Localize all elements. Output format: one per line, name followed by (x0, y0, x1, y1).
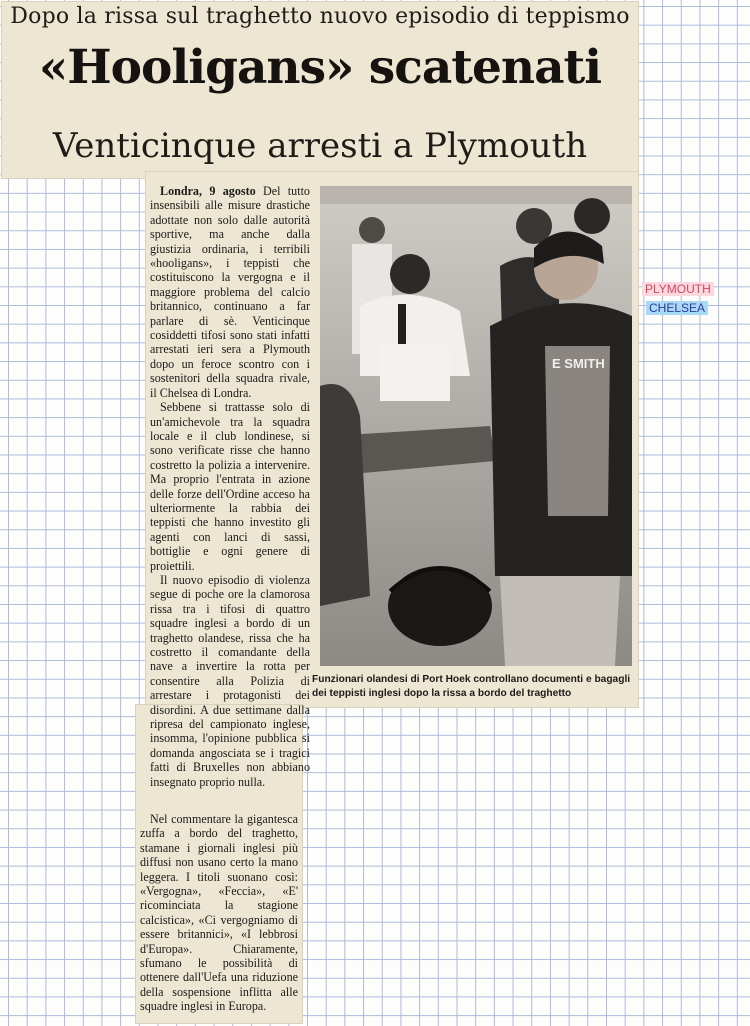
handwritten-tag-chelsea: CHELSEA (646, 301, 708, 315)
photo-caption: Funzionari olandesi di Port Hoek controllano documenti e bagagli dei teppisti inglesi dopo la rissa a bordo del traghetto (312, 674, 631, 699)
dateline: Londra, 9 agosto (160, 184, 256, 198)
shirt-print: E SMITH (552, 356, 605, 371)
kicker: Dopo la rissa sul traghetto nuovo episodio di teppismo (10, 4, 630, 29)
headline: «Hooligans» scatenati (38, 40, 602, 95)
article-paragraph-3: Il nuovo episodio di violenza segue di poche ore la clamorosa rissa tra i tifosi di quattro squadre inglesi a bordo di un traghetto olandese, rissa che ha costretto il comandante della nave a invertire la rotta per consentire alla Polizia di arrestare i protagonisti dei disordini. A due settimane dalla ripresa del campionato inglese, insomma, l'opinione pubblica si domanda angosciata se i tragici fatti di Bruxelles non abbiano insegnato proprio nulla. (150, 572, 310, 789)
subhead: Venticinque arresti a Plymouth (52, 126, 588, 166)
news-photo (320, 186, 632, 666)
photo-illustration (320, 186, 632, 666)
article-paragraph-2: Sebbene si trattasse solo di un'amichevole tra la squadra locale e il club londinese, si sono verificate risse che hanno costretto la polizia a intervenire. Ma proprio l'entrata in azione delle forze dell'Ordine acceso ha ulteriormente la rabbia dei teppisti che hanno investito gli agenti con lanci di sassi, bottiglie e ogni genere di proiettili. (150, 400, 310, 573)
article-paragraph-1 (150, 184, 310, 400)
article-tail-column (140, 812, 298, 1014)
handwritten-tag-plymouth: PLYMOUTH (642, 282, 714, 296)
article-paragraph-4: Nel commentare la gigantesca zuffa a bordo del traghetto, stamane i giornali inglesi più diffusi non usano certo la mano leggera. I titoli suonano così: «Vergogna», «Feccia», «E' ricominciata la stagione calcistica», «Ci vergogniamo di essere britannici», «I lebbrosi d'Europa». Chiaramente, sfumano le possibilità di ottenere dall'Uefa una riduzione della sospensione inflitta alle squadre inglesi in Europa. (140, 812, 298, 1014)
paragraph-text: Del tutto insensibili alle misure drastiche adottate non solo dalle autorità sportive, ma anche dalla giustizia ordinaria, i terribili «hooligans», i teppisti che costituiscono la vergogna e il maggiore problema del calcio britannico, continuano a far parlare di sè. Venticinque cosiddetti tifosi sono stati infatti arrestati ieri sera a Plymouth dopo un feroce scontro con i sostenitori della squadra rivale, il Chelsea di Londra. (150, 184, 310, 400)
article-column (150, 184, 310, 789)
